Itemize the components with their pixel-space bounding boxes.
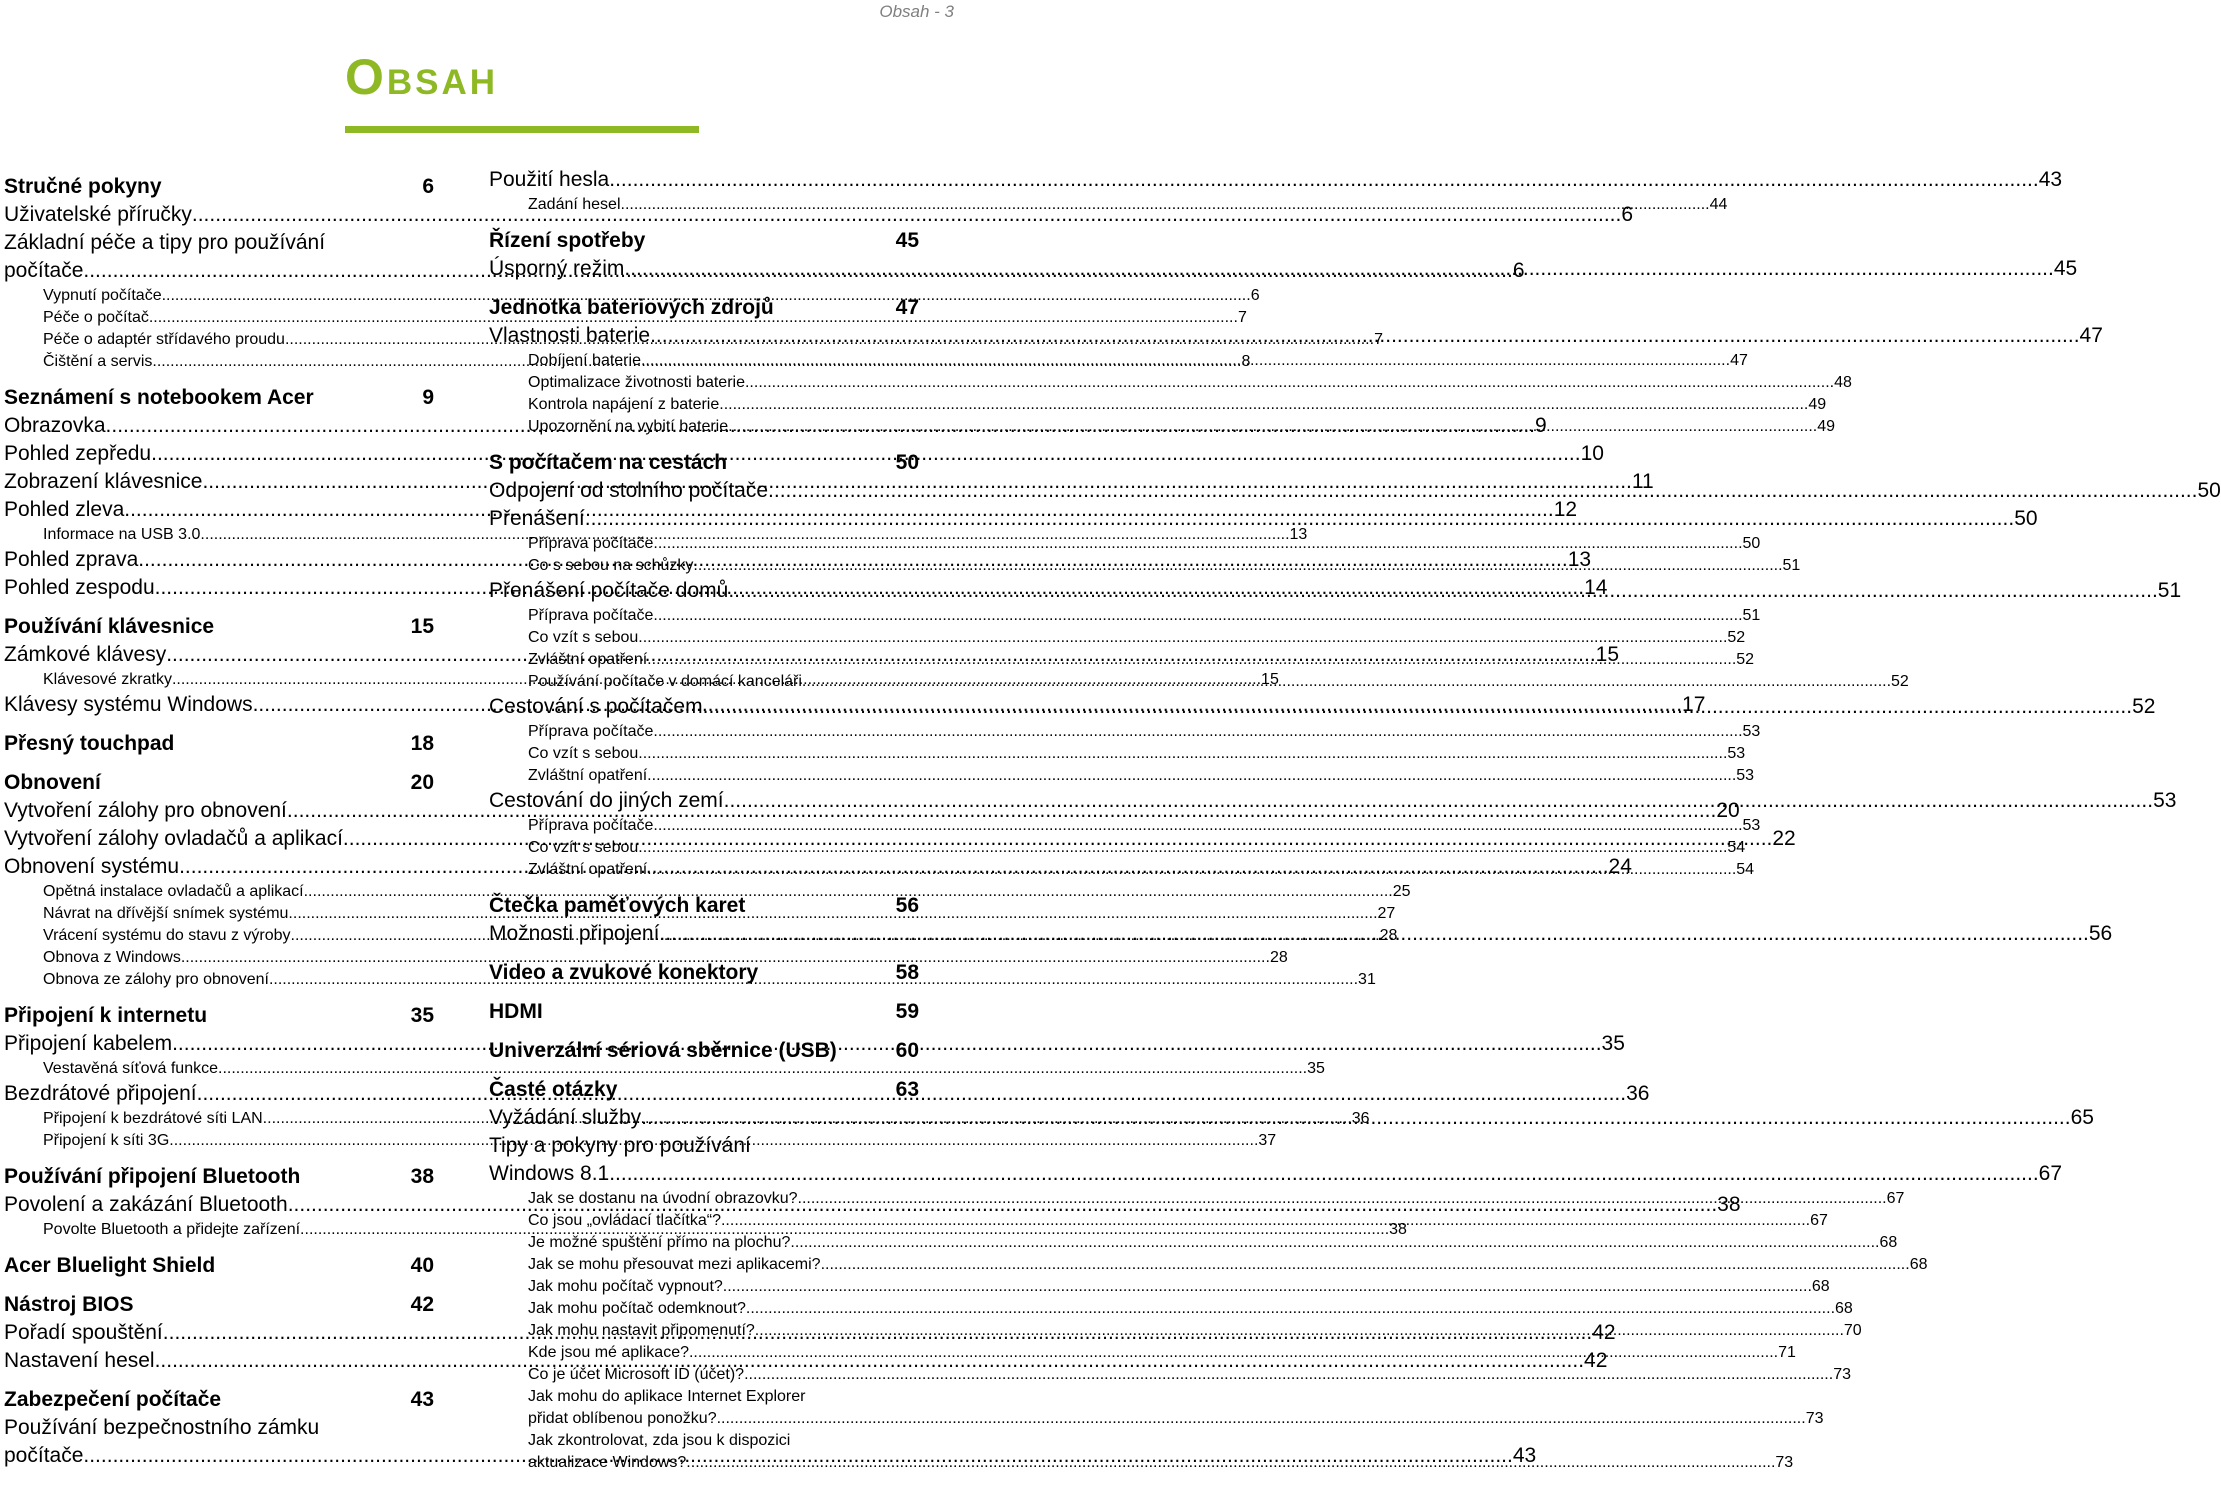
toc-entry-title: přidat oblíbenou ponožku? xyxy=(528,1410,717,1427)
toc-entry-title: Pohled zleva xyxy=(4,498,125,521)
toc-page-number: 8 xyxy=(1241,353,1251,370)
toc-entry-level-1[interactable] xyxy=(4,1002,434,1030)
toc-entry-title: aktualizace Windows? xyxy=(528,1454,687,1471)
toc-entry-title: Příprava počítače xyxy=(528,607,654,624)
toc-leader-dots xyxy=(650,322,2079,350)
toc-entry-title: Vytvoření zálohy pro obnovení xyxy=(4,799,287,822)
toc-entry-level-3[interactable] xyxy=(489,194,1728,216)
toc-leader-dots xyxy=(653,815,1742,837)
toc-page-number: 67 xyxy=(1886,1190,1905,1207)
toc-entry-title: Zvláštní opatření xyxy=(528,861,648,878)
toc-entry-title: Opětná instalace ovladačů a aplikací xyxy=(43,883,304,900)
toc-page-number: 59 xyxy=(895,1000,919,1023)
toc-entry-title: Windows 8.1 xyxy=(489,1162,610,1185)
toc-entry-title: Připojení k bezdrátové síti LAN xyxy=(43,1110,263,1127)
toc-entry-level-2[interactable] xyxy=(4,1414,434,1442)
toc-leader-dots xyxy=(641,1104,2070,1132)
toc-entry-level-3[interactable] xyxy=(489,1364,1851,1386)
toc-entry-title: Zadání hesel xyxy=(528,196,621,213)
toc-entry-title: Kontrola napájení z baterie xyxy=(528,396,720,413)
toc-entry-title: Péče o počítač xyxy=(43,309,149,326)
toc-entry-title: Povolení a zakázání Bluetooth xyxy=(4,1193,288,1216)
toc-entry-level-1[interactable] xyxy=(489,1037,919,1065)
toc-page-number: 42 xyxy=(1584,1349,1608,1372)
toc-entry-level-3[interactable] xyxy=(489,765,1755,787)
toc-entry-title: Připojení k síti 3G xyxy=(43,1132,170,1149)
toc-entry-level-1[interactable] xyxy=(489,959,919,987)
toc-page-number: 49 xyxy=(1817,418,1836,435)
toc-leader-dots xyxy=(653,605,1742,627)
toc-entry-title: Používání počítače v domácí kanceláři xyxy=(528,673,802,690)
toc-entry-title: Cestování do jiných zemí xyxy=(489,789,724,812)
toc-page-number: 45 xyxy=(895,229,919,252)
toc-entry-level-3[interactable] xyxy=(489,1408,1824,1430)
toc-page-number: 56 xyxy=(895,894,919,917)
toc-page-number: 67 xyxy=(2038,1162,2063,1185)
toc-entry-level-3[interactable] xyxy=(489,1386,919,1408)
toc-entry-level-1[interactable] xyxy=(489,892,919,920)
toc-page-number: 38 xyxy=(1389,1221,1407,1238)
toc-page-number: 52 xyxy=(1736,651,1755,668)
toc-entry-title: Zabezpečení počítače xyxy=(4,1388,222,1411)
toc-page-number: 42 xyxy=(410,1293,434,1316)
toc-page-number: 6 xyxy=(1250,287,1260,304)
toc-entry-title: Je možné spuštění přímo na plochu? xyxy=(528,1234,791,1251)
toc-page-number: 53 xyxy=(1742,723,1761,740)
toc-page-number: 49 xyxy=(1808,396,1827,413)
toc-entry-title: Zobrazení klávesnice xyxy=(4,470,203,493)
toc-page-number: 20 xyxy=(410,771,434,794)
toc-entry-title: Jak zkontrolovat, zda jsou k dispozici xyxy=(528,1432,791,1449)
toc-page-number: 6 xyxy=(422,175,434,198)
toc-entry-level-2[interactable] xyxy=(489,1132,919,1160)
toc-page-number: 38 xyxy=(1717,1193,1741,1216)
toc-entry-title: Bezdrátové připojení xyxy=(4,1082,197,1105)
toc-page-number: 51 xyxy=(1782,557,1801,574)
toc-entry-level-3[interactable] xyxy=(489,1430,919,1452)
toc-entry-title: Co jsou „ovládací tlačítka“? xyxy=(528,1212,721,1229)
toc-page-number: 31 xyxy=(1358,971,1376,988)
toc-entry-title: Pořadí spouštění xyxy=(4,1321,163,1344)
toc-leader-dots xyxy=(728,577,2157,605)
toc-entry-title: Návrat na dřívější snímek systému xyxy=(43,905,289,922)
toc-page-number: 50 xyxy=(2014,507,2038,530)
toc-entry-level-3[interactable] xyxy=(489,350,1748,372)
running-header: Obsah - 3 xyxy=(879,2,954,21)
toc-page-number: 11 xyxy=(1631,470,1654,493)
toc-leader-dots xyxy=(686,1452,1775,1474)
toc-entry-title: Klávesy systému Windows xyxy=(4,693,253,716)
toc-leader-dots xyxy=(638,837,1727,859)
toc-entry-level-1[interactable] xyxy=(4,1252,434,1280)
toc-entry-title: Co vzít s sebou xyxy=(528,839,639,856)
toc-entry-title: Pohled zepředu xyxy=(4,442,152,465)
toc-page-number: 53 xyxy=(1742,817,1761,834)
toc-entry-title: Vyžádání služby xyxy=(489,1106,642,1129)
toc-entry-title: Vrácení systému do stavu z výroby xyxy=(43,927,291,944)
toc-entry-title: Přesný touchpad xyxy=(4,732,175,755)
toc-page-number: 45 xyxy=(2053,257,2078,280)
toc-entry-title: Používání připojení Bluetooth xyxy=(4,1165,301,1188)
toc-leader-dots xyxy=(689,1342,1778,1364)
toc-leader-dots xyxy=(724,787,2153,815)
toc-entry-level-2[interactable] xyxy=(489,255,2078,283)
toc-leader-dots xyxy=(653,721,1742,743)
toc-entry-title: Pohled zprava xyxy=(4,548,139,571)
toc-entry-title: Zvláštní opatření xyxy=(528,651,648,668)
toc-leader-dots xyxy=(638,627,1727,649)
toc-entry-title: Obnovení xyxy=(4,771,101,794)
toc-entry-title: Jak mohu do aplikace Internet Explorer xyxy=(528,1388,806,1405)
toc-page-number: 53 xyxy=(1736,767,1755,784)
toc-entry-title: Zámkové klávesy xyxy=(4,643,167,666)
toc-page-number: 58 xyxy=(895,961,919,984)
toc-entry-title: Co vzít s sebou xyxy=(528,629,639,646)
toc-page-number: 51 xyxy=(2157,579,2182,602)
toc-page-number: 60 xyxy=(895,1039,919,1062)
toc-entry-level-2[interactable] xyxy=(489,166,2063,194)
toc-page-number: 68 xyxy=(1835,1300,1853,1317)
toc-entry-title: Tipy a pokyny pro používání xyxy=(489,1134,751,1157)
toc-page-number: 22 xyxy=(1772,827,1796,850)
toc-leader-dots xyxy=(798,1188,1887,1210)
toc-leader-dots xyxy=(693,555,1782,577)
toc-leader-dots xyxy=(638,743,1727,765)
toc-page-number: 50 xyxy=(1742,535,1761,552)
toc-entry-title: Odpojení od stolního počítače xyxy=(489,479,769,502)
toc-entry-title: Jak mohu počítač vypnout? xyxy=(528,1278,723,1295)
toc-entry-level-3[interactable] xyxy=(489,721,1761,743)
toc-entry-level-1[interactable] xyxy=(489,1076,919,1104)
toc-leader-dots xyxy=(721,1210,1810,1232)
toc-entry-title: Seznámení s notebookem Acer xyxy=(4,386,314,409)
toc-entry-level-3[interactable] xyxy=(489,605,1761,627)
toc-entry-title: Připojení kabelem xyxy=(4,1032,173,1055)
toc-leader-dots xyxy=(624,255,2053,283)
toc-page-number: 36 xyxy=(1351,1110,1370,1127)
toc-page-number: 15 xyxy=(410,615,434,638)
toc-entry-level-3[interactable] xyxy=(489,1254,1928,1276)
toc-page-number: 13 xyxy=(1567,548,1592,571)
toc-entry-level-1[interactable] xyxy=(4,769,434,797)
toc-page-number: 43 xyxy=(410,1388,434,1411)
toc-leader-dots xyxy=(653,533,1742,555)
toc-leader-dots xyxy=(585,505,2014,533)
toc-entry-title: Cestování s počítačem xyxy=(489,695,703,718)
toc-page-number: 50 xyxy=(2197,479,2221,502)
toc-entry-level-1[interactable] xyxy=(4,1291,434,1319)
toc-entry-level-3[interactable] xyxy=(4,1058,1325,1080)
toc-leader-dots xyxy=(641,350,1730,372)
toc-entry-title: Připojení k internetu xyxy=(4,1004,208,1027)
toc-page-number: 37 xyxy=(1258,1132,1277,1149)
toc-page-number: 9 xyxy=(422,386,434,409)
toc-page-number: 52 xyxy=(1727,629,1746,646)
toc-entry-title: Používání bezpečnostního zámku xyxy=(4,1416,320,1439)
toc-entry-level-3[interactable] xyxy=(489,815,1761,837)
toc-page-number: 70 xyxy=(1843,1322,1862,1339)
toc-entry-title: Obnova z Windows xyxy=(43,949,181,966)
toc-leader-dots xyxy=(647,765,1736,787)
toc-entry-title: Informace na USB 3.0 xyxy=(43,526,201,543)
toc-entry-title: Přenášení počítače domů xyxy=(489,579,729,602)
toc-page-number: 10 xyxy=(1580,442,1604,465)
toc-entry-level-2[interactable] xyxy=(489,322,2103,350)
toc-page-number: 56 xyxy=(2088,922,2113,945)
toc-entry-title: Obnova ze zálohy pro obnovení xyxy=(43,971,269,988)
toc-page-number: 9 xyxy=(1535,414,1547,437)
toc-page-number: 35 xyxy=(1601,1032,1625,1055)
toc-leader-dots xyxy=(647,649,1736,671)
page-title xyxy=(345,49,499,105)
toc-page-number: 63 xyxy=(895,1078,919,1101)
toc-leader-dots xyxy=(790,1232,1879,1254)
toc-entry-title: Použití hesla xyxy=(489,168,610,191)
toc-entry-title: Příprava počítače xyxy=(528,535,654,552)
toc-entry-title: Příprava počítače xyxy=(528,723,654,740)
toc-entry-title: Co s sebou na schůzky xyxy=(528,557,694,574)
toc-leader-dots xyxy=(744,1364,1833,1386)
toc-entry-title: Optimalizace životnosti baterie xyxy=(528,374,745,391)
toc-page-number: 43 xyxy=(2038,168,2063,191)
toc-entry-level-3[interactable] xyxy=(489,1276,1830,1298)
toc-leader-dots xyxy=(745,372,1834,394)
toc-page-number: 47 xyxy=(2079,324,2103,347)
toc-entry-level-3[interactable] xyxy=(489,394,1827,416)
toc-page-number: 6 xyxy=(1621,203,1634,226)
toc-leader-dots xyxy=(609,166,2038,194)
toc-entry-title: Základní péče a tipy pro používání xyxy=(4,231,326,254)
toc-page-number: 7 xyxy=(1374,331,1383,348)
toc-entry-title: Jak se mohu přesouvat mezi aplikacemi? xyxy=(528,1256,821,1273)
toc-entry-title: Povolte Bluetooth a přidejte zařízení xyxy=(43,1221,301,1238)
toc-page-number: 52 xyxy=(1891,673,1909,690)
page-title-text: Obsah xyxy=(345,49,499,105)
toc-entry-title: Co je účet Microsoft ID (účet)? xyxy=(528,1366,745,1383)
toc-page-number: 54 xyxy=(1736,861,1755,878)
toc-entry-title: Acer Bluelight Shield xyxy=(4,1254,216,1277)
toc-page-number: 13 xyxy=(1289,526,1308,543)
toc-page-number: 15 xyxy=(1261,671,1279,688)
toc-entry-level-1[interactable] xyxy=(489,449,919,477)
toc-entry-title: Video a zvukové konektory xyxy=(489,961,759,984)
toc-page-number: 35 xyxy=(410,1004,434,1027)
toc-entry-level-1[interactable] xyxy=(4,730,434,758)
toc-page-number: 36 xyxy=(1626,1082,1650,1105)
toc-leader-dots xyxy=(621,194,1710,216)
toc-entry-level-1[interactable] xyxy=(489,227,919,255)
toc-page-number: 24 xyxy=(1608,855,1632,878)
toc-page-number: 47 xyxy=(1730,352,1748,369)
toc-entry-title: Univerzální sériová sběrnice (USB) xyxy=(489,1039,837,1062)
toc-entry-level-1[interactable] xyxy=(4,1386,434,1414)
toc-entry-title: Vlastnosti baterie xyxy=(489,324,651,347)
toc-page-number: 35 xyxy=(1307,1060,1325,1077)
toc-entry-title: Péče o adaptér střídavého proudu xyxy=(43,331,285,348)
toc-page-number: 17 xyxy=(1682,693,1706,716)
toc-entry-level-1[interactable] xyxy=(4,1163,434,1191)
toc-entry-title: Stručné pokyny xyxy=(4,175,162,198)
toc-entry-level-3[interactable] xyxy=(489,627,1746,649)
toc-page-number: 73 xyxy=(1833,1366,1851,1383)
toc-leader-dots xyxy=(802,671,1891,693)
toc-entry-title: Možnosti připojení xyxy=(489,922,660,945)
toc-page-number: 12 xyxy=(1553,498,1578,521)
toc-leader-dots xyxy=(719,394,1808,416)
toc-page-number: 14 xyxy=(1584,576,1608,599)
toc-page-number: 44 xyxy=(1709,196,1728,213)
toc-entry-title: Vypnutí počítače xyxy=(43,287,162,304)
toc-leader-dots xyxy=(723,1276,1812,1298)
toc-leader-dots xyxy=(703,693,2132,721)
toc-entry-title: S počítačem na cestách xyxy=(489,451,728,474)
toc-entry-title: Úsporný režim xyxy=(489,257,625,280)
toc-entry-title: Vytvoření zálohy ovladačů a aplikací xyxy=(4,827,343,850)
toc-entry-title: Kde jsou mé aplikace? xyxy=(528,1344,689,1361)
toc-page-number: 15 xyxy=(1595,643,1620,666)
toc-entry-title: Časté otázky xyxy=(489,1078,618,1101)
toc-leader-dots xyxy=(717,1408,1806,1430)
toc-entry-title: Čištění a servis xyxy=(43,353,153,370)
toc-entry-title: Nastavení hesel xyxy=(4,1349,155,1372)
toc-page-number: 71 xyxy=(1778,1344,1796,1361)
toc-entry-level-3[interactable] xyxy=(489,837,1746,859)
toc-page-number: 52 xyxy=(2132,695,2156,718)
toc-page-number: 65 xyxy=(2070,1106,2094,1129)
toc-entry-level-3[interactable] xyxy=(4,947,1288,969)
toc-page-number: 7 xyxy=(1237,309,1247,326)
toc-page-number: 28 xyxy=(1379,927,1398,944)
toc-entry-title: Řízení spotřeby xyxy=(489,229,646,252)
toc-leader-dots xyxy=(728,416,1817,438)
toc-leader-dots xyxy=(647,859,1736,881)
toc-entry-title: Používání klávesnice xyxy=(4,615,215,638)
toc-entry-title: Upozornění na vybití baterie xyxy=(528,418,729,435)
toc-entry-title: Čtečka paměťových karet xyxy=(489,894,746,917)
toc-page-number: 43 xyxy=(1512,1444,1537,1467)
toc-page-number: 51 xyxy=(1742,607,1761,624)
toc-entry-level-3[interactable] xyxy=(489,1298,1853,1320)
toc-entry-title: Příprava počítače xyxy=(528,817,654,834)
toc-entry-title: Jak se dostanu na úvodní obrazovku? xyxy=(528,1190,798,1207)
toc-entry-title: Dobíjení baterie xyxy=(528,352,641,369)
toc-page-number: 48 xyxy=(1834,374,1852,391)
toc-page-number: 42 xyxy=(1592,1321,1616,1344)
toc-entry-title: počítače xyxy=(4,1444,84,1467)
toc-page-number: 20 xyxy=(1716,799,1740,822)
toc-entry-level-3[interactable] xyxy=(489,416,1836,438)
toc-page-number: 73 xyxy=(1805,1410,1824,1427)
toc-entry-title: Pohled zespodu xyxy=(4,576,155,599)
toc-entry-level-2[interactable] xyxy=(489,1160,2063,1188)
toc-leader-dots xyxy=(821,1254,1910,1276)
toc-entry-level-3[interactable] xyxy=(489,372,1852,394)
toc-entry-title: Co vzít s sebou xyxy=(528,745,639,762)
toc-page-number: 38 xyxy=(410,1165,434,1188)
toc-page-number: 68 xyxy=(1909,1256,1928,1273)
toc-entry-title: Klávesové zkratky xyxy=(43,671,172,688)
toc-entry-title: počítače xyxy=(4,259,84,282)
toc-entry-title: HDMI xyxy=(489,1000,543,1023)
toc-page-number: 47 xyxy=(895,296,919,319)
toc-entry-title: Jak mohu nastavit připomenutí? xyxy=(528,1322,755,1339)
toc-leader-dots xyxy=(746,1298,1835,1320)
toc-page-number: 68 xyxy=(1811,1278,1830,1295)
toc-entry-title: Nástroj BIOS xyxy=(4,1293,134,1316)
toc-entry-level-1[interactable] xyxy=(4,613,434,641)
toc-entry-level-1[interactable] xyxy=(4,384,434,412)
toc-page-number: 25 xyxy=(1392,883,1411,900)
toc-page-number: 53 xyxy=(1727,745,1746,762)
toc-page-number: 73 xyxy=(1775,1454,1794,1471)
toc-page-number: 18 xyxy=(410,732,434,755)
toc-entry-title: Zvláštní opatření xyxy=(528,767,648,784)
toc-entry-title: Uživatelské příručky xyxy=(4,203,192,226)
toc-entry-level-1[interactable] xyxy=(489,294,919,322)
toc-entry-title: Jak mohu počítač odemknout? xyxy=(528,1300,746,1317)
toc-entry-level-1[interactable] xyxy=(4,173,434,201)
toc-entry-title: Vestavěná síťová funkce xyxy=(43,1060,218,1077)
toc-entry-title: Obrazovka xyxy=(4,414,106,437)
toc-entry-level-3[interactable] xyxy=(489,1232,1898,1254)
toc-leader-dots xyxy=(755,1320,1844,1342)
toc-entry-level-2[interactable] xyxy=(4,229,434,257)
toc-entry-title: Jednotka bateriových zdrojů xyxy=(489,296,774,319)
toc-page-number: 40 xyxy=(410,1254,434,1277)
toc-entry-title: Přenášení xyxy=(489,507,585,530)
toc-page-number: 28 xyxy=(1269,949,1288,966)
toc-leader-dots xyxy=(609,1160,2038,1188)
toc-page-number: 53 xyxy=(2153,789,2177,812)
toc-page-number: 27 xyxy=(1377,905,1396,922)
toc-page-number: 6 xyxy=(1512,259,1525,282)
toc-entry-level-3[interactable] xyxy=(4,881,1411,903)
toc-page-number: 67 xyxy=(1810,1212,1828,1229)
toc-leader-dots xyxy=(768,477,2197,505)
toc-page-number: 68 xyxy=(1879,1234,1898,1251)
toc-page-number: 50 xyxy=(895,451,919,474)
toc-entry-title: Obnovení systému xyxy=(4,855,180,878)
toc-entry-level-3[interactable] xyxy=(4,285,1260,307)
toc-leader-dots xyxy=(659,920,2088,948)
toc-entry-level-3[interactable] xyxy=(489,743,1746,765)
toc-entry-level-1[interactable] xyxy=(489,998,919,1026)
toc-page-number: 54 xyxy=(1727,839,1746,856)
title-rule xyxy=(345,126,699,133)
